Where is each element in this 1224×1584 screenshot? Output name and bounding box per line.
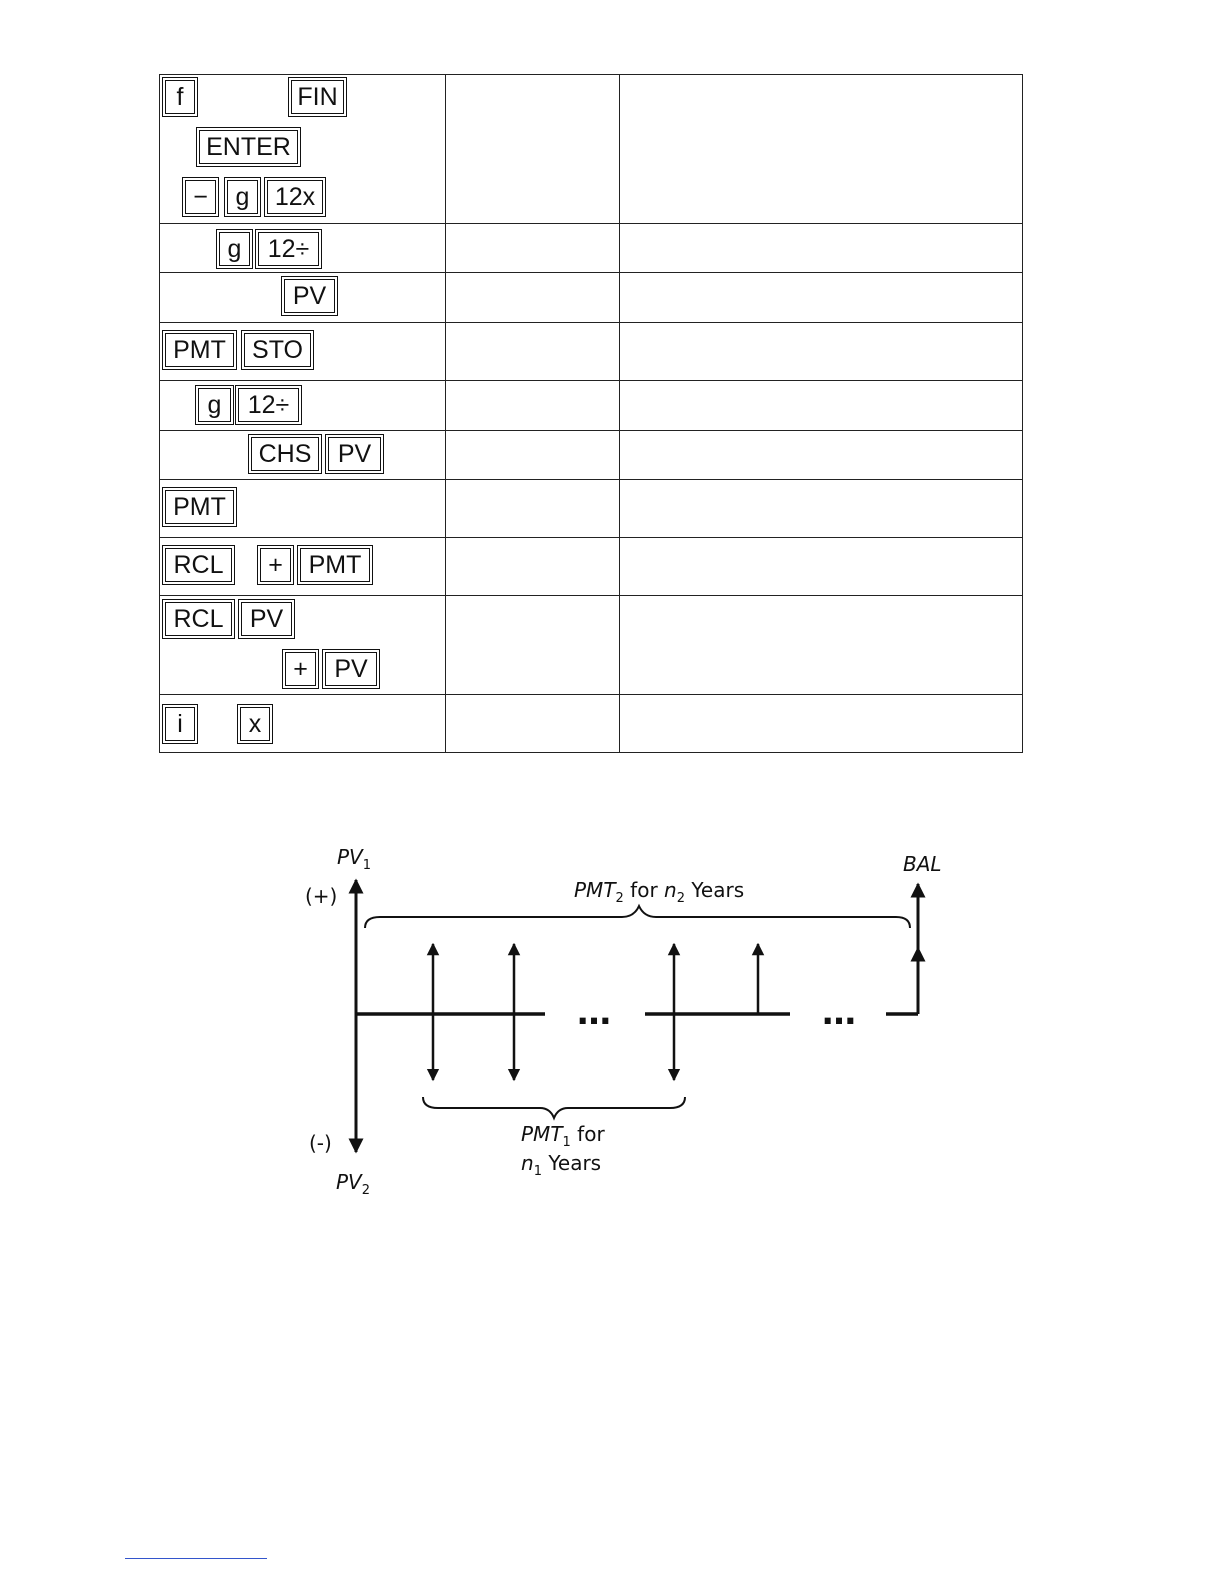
- footnote-separator: [125, 1558, 267, 1559]
- key-pmt[interactable]: PMT: [300, 548, 370, 582]
- key-plus[interactable]: +: [285, 652, 316, 686]
- ellipsis: …: [822, 993, 856, 1033]
- key-pv[interactable]: PV: [241, 602, 292, 636]
- ellipsis: …: [577, 993, 611, 1033]
- brace-pmt2: [365, 906, 910, 928]
- pmt2-label: $PMT_2$ for $n_2$ Years: [574, 878, 745, 906]
- key-sto[interactable]: STO: [244, 333, 311, 367]
- key-12-divide[interactable]: 12÷: [258, 232, 319, 266]
- key-chs[interactable]: CHS: [251, 437, 319, 471]
- key-pv[interactable]: PV: [325, 652, 377, 686]
- pv1-label: $PV_1$: [337, 845, 372, 873]
- key-rcl[interactable]: RCL: [165, 602, 232, 636]
- key-enter[interactable]: ENTER: [199, 130, 298, 164]
- pv2-label: $PV_2$: [336, 1170, 371, 1198]
- key-fin[interactable]: FIN: [291, 80, 344, 114]
- key-pv[interactable]: PV: [328, 437, 381, 471]
- key-i[interactable]: i: [165, 707, 195, 741]
- key-pmt[interactable]: PMT: [165, 333, 234, 367]
- key-g[interactable]: g: [219, 232, 250, 266]
- key-plus[interactable]: +: [260, 548, 291, 582]
- key-12x[interactable]: 12x: [267, 180, 323, 214]
- key-12-divide[interactable]: 12÷: [238, 388, 299, 422]
- key-pmt[interactable]: PMT: [165, 490, 234, 524]
- key-g[interactable]: g: [227, 180, 258, 214]
- plus-label: (+): [305, 884, 338, 908]
- bal-label: BAL: [903, 852, 942, 876]
- key-f[interactable]: f: [165, 80, 195, 114]
- n1-years-label: $n_1$ Years: [521, 1151, 602, 1179]
- key-rcl[interactable]: RCL: [165, 548, 232, 582]
- pmt1-label: $PMT_1$ for: [521, 1122, 605, 1150]
- key-pv[interactable]: PV: [284, 279, 335, 313]
- minus-label: (-): [309, 1131, 332, 1155]
- brace-pmt1: [423, 1097, 685, 1118]
- key-minus[interactable]: −: [185, 180, 216, 214]
- key-g[interactable]: g: [198, 388, 231, 422]
- key-x[interactable]: x: [240, 707, 270, 741]
